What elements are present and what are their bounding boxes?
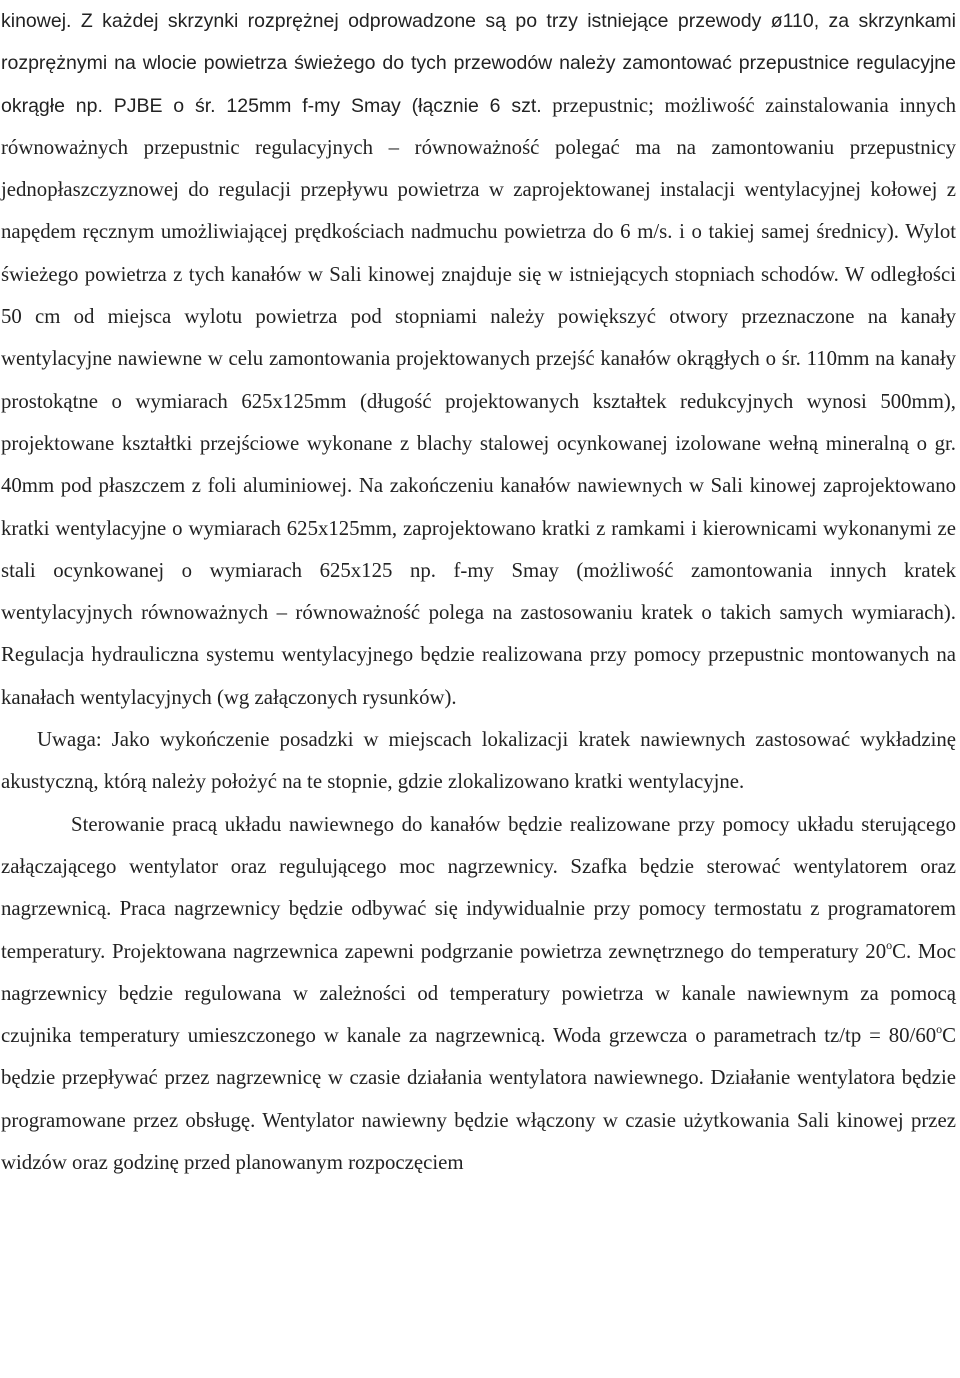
paragraph-3-part-a: Sterowanie pracą układu nawiewnego do kanałów będzie realizowane przy pomocy układu sterującego załączającego wentylator oraz regulującego moc nagrzewnicy. Szafka będzie sterować wentylatorem oraz nagrzewnicą. Praca nagrzewnicy będzie odbywać się indywidualnie przy pomocy termostatu z programatorem temperatury. Projektowana nagrzewnica zapewni podgrzanie powietrza zewnętrznego do temperatury 20 [1,812,956,963]
paragraph-1-body: przepustnic; możliwość zainstalowania innych równoważnych przepustnic regulacyjnych – równoważność polegać ma na zamontowaniu przepustnicy jednopłaszczyznowej do regulacji przepływu powietrza w zaprojektowanej instalacji wentylacyjnej kołowej z napędem ręcznym umożliwiającej prędkościach nadmuchu powietrza do 6 m/s. i o takiej samej średnicy). Wylot świeżego powietrza z tych kanałów w Sali kinowej znajduje się w istniejących stopniach schodów. W odległości 50 cm od miejsca wylotu powietrza pod stopniami należy powiększyć otwory przeznaczone na kanały wentylacyjne nawiewne w celu zamontowania projektowanych przejść kanałów okrągłych o śr. 110mm na kanały prostokątne o wymiarach 625x125mm (długość projektowanych kształtek redukcyjnych wynosi 500mm), projektowane kształtki przejściowe wykonane z blachy stalowej ocynkowanej izolowane wełną mineralną o gr. 40mm pod płaszczem z foli aluminiowej. Na zakończeniu kanałów nawiewnych w Sali kinowej zaprojektowano kratki wentylacyjne o wymiarach 625x125mm, zaprojektowano kratki z ramkami i kierownicami wykonanymi ze stali ocynkowanej o wymiarach 625x125 np. f-my Smay (możliwość zamontowania innych kratek wentylacyjnych równoważnych – równoważność polega na zastosowaniu kratek o takich samych wymiarach). Regulacja hydrauliczna systemu wentylacyjnego będzie realizowana przy pomocy przepustnic montowanych na kanałach wentylacyjnych (wg załączonych rysunków). [1,93,956,709]
paragraph-3-part-c: C będzie przepływać przez nagrzewnicę w czasie działania wentylatora nawiewnego. Działanie wentylatora będzie programowane przez obsługę. Wentylator nawiewny będzie włączony w czasie użytkowania Sali kinowej przez widzów oraz godzinę przed planowanym rozpoczęciem [1,1024,956,1175]
paragraph-2: Uwaga: Jako wykończenie posadzki w miejscach lokalizacji kratek nawiewnych zastosować wykładzinę akustyczną, którą należy położyć na te stopnie, gdzie zlokalizowano kratki wentylacyjne. [1,728,956,794]
paragraph-3 [1,804,956,1185]
degree-superscript-2: o [936,1022,943,1037]
paragraph-1-lead: kinowej. Z każdej skrzynki rozprężnej odprowadzone są po trzy istniejące przewody ø110, za skrzynkami rozprężnymi na wlocie powietrza świeżego do tych przewodów należy zamontować przepustnice regulacyjne okrągłe np. PJBE o śr. 125mm f-my Smay (łącznie 6 szt. [1,10,956,117]
paragraph-1 [1,0,956,719]
degree-superscript-1: o [886,937,893,952]
paragraph-3-part-b: C. Moc nagrzewnicy będzie regulowana w zależności od temperatury powietrza w kanale nawiewnym za pomocą czujnika temperatury umieszczonego w kanale za nagrzewnicą. Woda grzewcza o parametrach tz/tp = 80/60 [1,939,956,1048]
